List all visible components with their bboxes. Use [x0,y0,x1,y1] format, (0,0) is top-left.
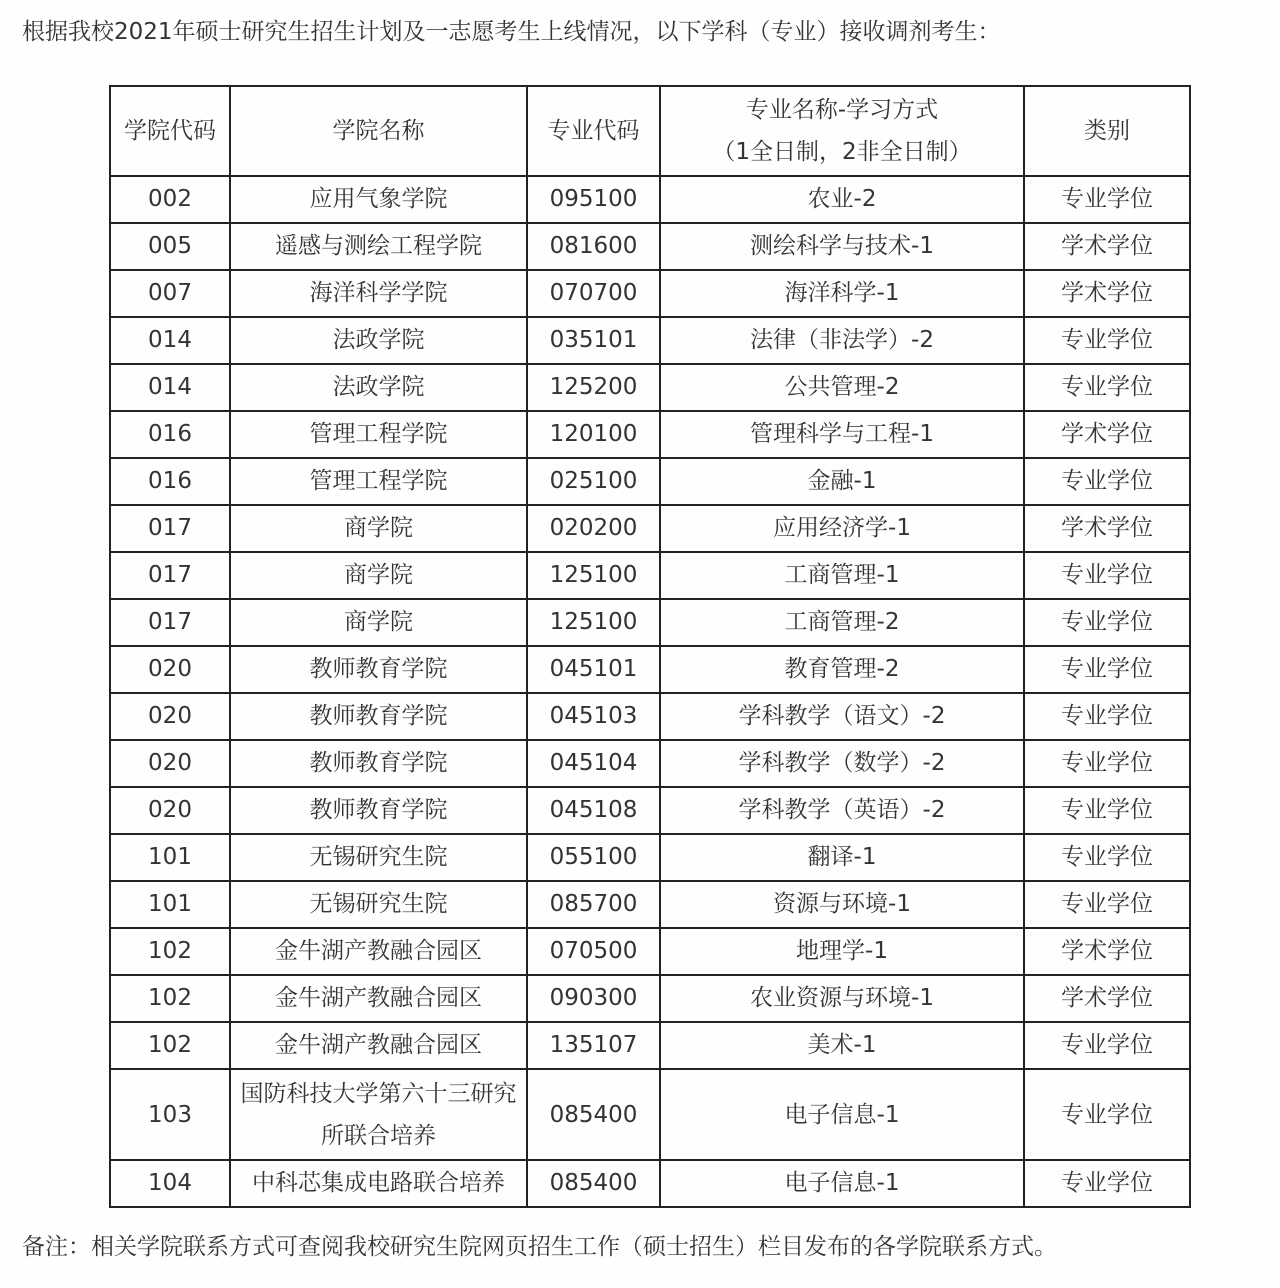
cell-major-code: 120100 [527,411,660,458]
cell-major-code: 045103 [527,693,660,740]
cell-college-code: 102 [110,975,230,1022]
cell-college-name: 教师教育学院 [230,740,527,787]
cell-major-code: 090300 [527,975,660,1022]
header-major-name [660,86,1024,176]
cell-major-name: 测绘科学与技术-1 [660,223,1024,270]
cell-major-name: 学科教学（语文）-2 [660,693,1024,740]
cell-college-name: 国防科技大学第六十三研究所联合培养 [230,1069,527,1160]
cell-category: 专业学位 [1024,1160,1190,1207]
table-row [110,1069,1190,1160]
adjustment-table [109,85,1191,1208]
intro-text: 根据我校2021年硕士研究生招生计划及一志愿考生上线情况，以下学科（专业）接收调剂考生： [22,19,1001,45]
cell-college-code: 017 [110,505,230,552]
table-row [110,552,1190,599]
cell-major-code: 055100 [527,834,660,881]
cell-category: 专业学位 [1024,834,1190,881]
header-college-name: 学院名称 [230,86,527,176]
cell-major-code: 045104 [527,740,660,787]
table-row [110,646,1190,693]
cell-college-code: 020 [110,646,230,693]
cell-category: 专业学位 [1024,1069,1190,1160]
table-row [110,881,1190,928]
cell-major-name: 法律（非法学）-2 [660,317,1024,364]
header-category: 类别 [1024,86,1190,176]
table-row [110,411,1190,458]
cell-college-name: 法政学院 [230,364,527,411]
table-row [110,834,1190,881]
cell-college-code: 014 [110,364,230,411]
table-row [110,270,1190,317]
cell-major-code: 025100 [527,458,660,505]
cell-major-code: 045101 [527,646,660,693]
cell-college-name: 商学院 [230,552,527,599]
cell-major-name: 电子信息-1 [660,1160,1024,1207]
cell-college-name: 商学院 [230,599,527,646]
table-row [110,975,1190,1022]
cell-major-code: 070500 [527,928,660,975]
cell-college-code: 017 [110,599,230,646]
cell-college-code: 103 [110,1069,230,1160]
footnote: 备注：相关学院联系方式可查阅我校研究生院网页招生工作（硕士招生）栏目发布的各学院联系方式。 [22,1234,1057,1260]
cell-college-name: 无锡研究生院 [230,834,527,881]
cell-major-name: 资源与环境-1 [660,881,1024,928]
cell-major-name: 美术-1 [660,1022,1024,1069]
cell-category: 学术学位 [1024,975,1190,1022]
header-college-code: 学院代码 [110,86,230,176]
table-row [110,599,1190,646]
cell-category: 学术学位 [1024,411,1190,458]
table-row [110,223,1190,270]
cell-category: 专业学位 [1024,599,1190,646]
cell-major-name: 学科教学（数学）-2 [660,740,1024,787]
cell-college-name: 中科芯集成电路联合培养 [230,1160,527,1207]
cell-category: 专业学位 [1024,1022,1190,1069]
header-major-code: 专业代码 [527,86,660,176]
cell-category: 专业学位 [1024,693,1190,740]
table-header-row [110,86,1190,176]
cell-major-name: 学科教学（英语）-2 [660,787,1024,834]
cell-college-code: 020 [110,693,230,740]
cell-college-code: 102 [110,1022,230,1069]
table-row [110,364,1190,411]
cell-major-code: 081600 [527,223,660,270]
table-row [110,317,1190,364]
cell-college-name: 管理工程学院 [230,411,527,458]
cell-major-name: 地理学-1 [660,928,1024,975]
cell-major-name: 电子信息-1 [660,1069,1024,1160]
cell-college-code: 104 [110,1160,230,1207]
cell-major-name: 金融-1 [660,458,1024,505]
cell-major-code: 085400 [527,1160,660,1207]
cell-college-name: 金牛湖产教融合园区 [230,1022,527,1069]
cell-college-code: 020 [110,787,230,834]
table-row [110,176,1190,223]
cell-category: 专业学位 [1024,176,1190,223]
cell-category: 专业学位 [1024,317,1190,364]
cell-college-name: 应用气象学院 [230,176,527,223]
cell-college-code: 002 [110,176,230,223]
cell-college-code: 016 [110,458,230,505]
cell-major-code: 035101 [527,317,660,364]
cell-college-code: 101 [110,881,230,928]
cell-college-name: 遥感与测绘工程学院 [230,223,527,270]
cell-category: 学术学位 [1024,928,1190,975]
header-major-name-title: 专业名称-学习方式 [745,97,939,123]
cell-college-name: 海洋科学学院 [230,270,527,317]
cell-major-name: 应用经济学-1 [660,505,1024,552]
cell-college-code: 007 [110,270,230,317]
table-row [110,928,1190,975]
cell-college-name: 无锡研究生院 [230,881,527,928]
header-major-name-sub: （1全日制，2非全日制） [712,139,972,165]
cell-category: 专业学位 [1024,458,1190,505]
cell-major-name: 农业-2 [660,176,1024,223]
cell-category: 专业学位 [1024,881,1190,928]
cell-major-code: 125100 [527,599,660,646]
table-row [110,740,1190,787]
cell-college-name: 商学院 [230,505,527,552]
cell-major-code: 125100 [527,552,660,599]
cell-category: 专业学位 [1024,787,1190,834]
cell-college-code: 017 [110,552,230,599]
table-row [110,1160,1190,1207]
cell-major-name: 工商管理-1 [660,552,1024,599]
cell-college-code: 005 [110,223,230,270]
cell-major-name: 翻译-1 [660,834,1024,881]
cell-category: 专业学位 [1024,646,1190,693]
table-row [110,1022,1190,1069]
cell-major-code: 095100 [527,176,660,223]
table-row [110,693,1190,740]
table-row [110,787,1190,834]
cell-category: 专业学位 [1024,740,1190,787]
cell-category: 学术学位 [1024,505,1190,552]
cell-college-name: 教师教育学院 [230,787,527,834]
cell-major-code: 070700 [527,270,660,317]
cell-college-code: 101 [110,834,230,881]
cell-major-name: 工商管理-2 [660,599,1024,646]
table-row [110,505,1190,552]
cell-college-name: 金牛湖产教融合园区 [230,975,527,1022]
cell-major-code: 085700 [527,881,660,928]
cell-major-name: 公共管理-2 [660,364,1024,411]
cell-college-name: 管理工程学院 [230,458,527,505]
cell-category: 学术学位 [1024,223,1190,270]
cell-major-name: 海洋科学-1 [660,270,1024,317]
cell-major-code: 135107 [527,1022,660,1069]
cell-college-code: 020 [110,740,230,787]
cell-major-code: 045108 [527,787,660,834]
cell-major-name: 教育管理-2 [660,646,1024,693]
cell-college-name: 金牛湖产教融合园区 [230,928,527,975]
cell-category: 专业学位 [1024,364,1190,411]
table-row [110,458,1190,505]
cell-college-code: 016 [110,411,230,458]
cell-category: 学术学位 [1024,270,1190,317]
cell-college-name: 法政学院 [230,317,527,364]
cell-major-name: 管理科学与工程-1 [660,411,1024,458]
cell-college-code: 102 [110,928,230,975]
cell-category: 专业学位 [1024,552,1190,599]
cell-major-code: 020200 [527,505,660,552]
cell-college-name: 教师教育学院 [230,646,527,693]
cell-major-code: 125200 [527,364,660,411]
cell-major-code: 085400 [527,1069,660,1160]
cell-major-name: 农业资源与环境-1 [660,975,1024,1022]
cell-college-code: 014 [110,317,230,364]
cell-college-name: 教师教育学院 [230,693,527,740]
